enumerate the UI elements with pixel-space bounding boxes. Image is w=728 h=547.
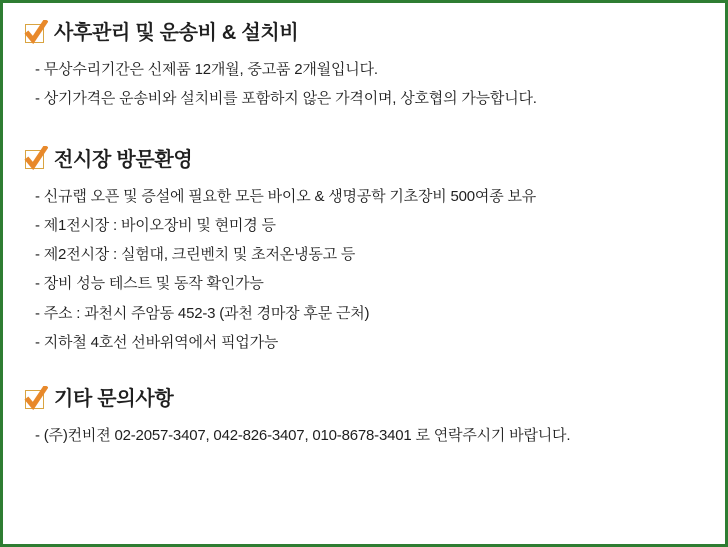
check-mark-icon (25, 24, 44, 43)
spacer (25, 114, 703, 148)
bullet-list (25, 421, 703, 450)
section-title: 기타 문의사항 (54, 388, 174, 410)
section-header (25, 21, 703, 45)
list-item: - 제2전시장 : 실험대, 크린벤치 및 초저온냉동고 등 (35, 246, 356, 263)
list-item: - 장비 성능 테스트 및 동작 확인가능 (35, 275, 264, 293)
check-mark-icon (25, 150, 44, 169)
bullet-list (25, 182, 703, 358)
section-title: 사후관리 및 운송비 & 설치비 (54, 22, 299, 44)
spacer (25, 357, 703, 387)
list-item: - 상기가격은 운송비와 설치비를 포함하지 않은 가격이며, 상호협의 가능합니다. (35, 90, 537, 108)
section-other-inquiries (25, 387, 703, 450)
section-after-service (25, 21, 703, 114)
list-item: - 신규랩 오픈 및 증설에 필요한 모든 바이오 & 생명공학 기초장비 500여종 보유 (35, 187, 537, 205)
list-item: - (주)컨비젼 02-2057-3407, 042-826-3407, 010-8678-3401 로 연락주시기 바랍니다. (35, 427, 571, 444)
list-item: - 무상수리기간은 신제품 12개월, 중고품 2개월입니다. (35, 61, 378, 78)
section-header (25, 387, 703, 411)
list-item: - 주소 : 과천시 주암동 452-3 (과천 경마장 후문 근처) (35, 304, 370, 322)
bullet-list (25, 55, 703, 114)
list-item: - 제1전시장 : 바이오장비 및 현미경 등 (35, 216, 276, 234)
section-showroom-visit (25, 148, 703, 358)
check-mark-icon (25, 390, 44, 409)
section-header (25, 148, 703, 172)
section-title: 전시장 방문환영 (54, 148, 193, 171)
list-item: - 지하철 4호선 선바위역에서 픽업가능 (35, 333, 279, 351)
document-content (3, 3, 725, 450)
